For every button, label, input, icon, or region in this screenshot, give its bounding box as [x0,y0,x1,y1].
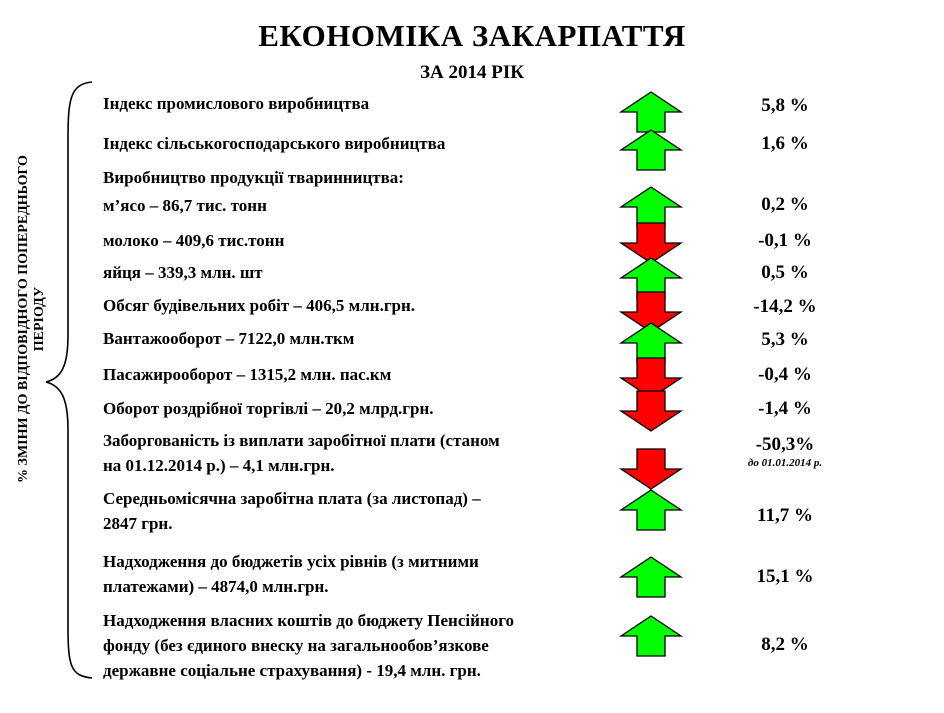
indicator-label [103,131,445,156]
indicator-value: 0,5 % [761,262,809,283]
indicator-label [103,293,415,318]
indicator-label [103,193,267,218]
indicator-label-line: м’ясо – 86,7 тис. тонн [103,196,267,215]
indicator-label-line: Індекс сільськогосподарського виробництва [103,134,446,153]
indicator-value: 0,2 % [761,194,809,215]
indicator-label-line: Виробництво продукції тваринництва: [103,168,404,187]
indicator-value: 1,6 % [761,133,809,154]
indicator-value: -14,2 % [753,296,817,317]
indicator-label-line: Індекс промислового виробництва [103,94,370,113]
indicator-label [103,549,479,599]
indicator-label-line: Надходження до бюджетів усіх рівнів (з митними [103,552,479,571]
indicator-label [103,260,263,285]
indicator-label [103,326,354,351]
indicator-label [103,396,434,421]
indicator-label-line: Оборот роздрібної торгівлі – 20,2 млрд.грн. [103,399,434,418]
indicator-value: -0,1 % [758,230,812,251]
indicator-label-line: Обсяг будівельних робіт – 406,5 млн.грн. [103,296,416,315]
indicator-note: до 01.01.2014 р. [747,457,823,469]
indicator-label-line: яйця – 339,3 млн. шт [103,263,263,282]
indicator-label-line: 2847 грн. [103,514,173,533]
arrow-up-icon [619,614,683,663]
curly-brace-icon [40,80,100,680]
indicator-value: -0,4 % [758,364,812,385]
indicator-label [103,608,514,683]
arrow-up-icon [619,488,683,537]
indicator-value: -1,4 % [758,398,812,419]
indicator-label [103,228,284,253]
indicator-label [103,362,391,387]
indicator-label-line: Середньомісячна заробітна плата (за листопад) – [103,489,481,508]
arrow-up-icon [619,555,683,604]
page-subtitle: ЗА 2014 РІК [419,62,525,83]
indicator-label-line: на 01.12.2014 р.) – 4,1 млн.грн. [103,456,335,475]
indicator-value: -50,3% [755,434,815,455]
indicator-label-line: Надходження власних коштів до бюджету Пенсійного [103,611,514,630]
side-axis-label-line1: % ЗМІНИ ДО ВІДПОВІДНОГО ПОПЕРЕДНЬОГО [16,155,31,483]
indicator-value: 5,3 % [761,329,809,350]
indicator-label [103,486,481,536]
indicator-label-line: фонду (без єдиного внеску на загальнообов’язкове [103,636,489,655]
indicator-label-line: платежами) – 4874,0 млн.грн. [103,577,329,596]
indicator-label [103,428,500,478]
arrow-up-icon [619,128,683,177]
indicator-value: 5,8 % [761,95,809,116]
indicator-value: 15,1 % [756,566,814,587]
indicator-label-line: Вантажооборот – 7122,0 млн.ткм [103,329,355,348]
indicator-label-line: державне соціальне страхування) - 19,4 млн. грн. [103,661,481,680]
indicator-label-line: Заборгованість із виплати заробітної плати (станом [103,431,500,450]
page-title: ЕКОНОМІКА ЗАКАРПАТТЯ [258,18,686,53]
indicator-label [103,91,369,116]
arrow-down-icon [619,389,683,438]
indicator-label-line: Пасажирооборот – 1315,2 млн. пас.км [103,365,392,384]
indicator-label-line: молоко – 409,6 тис.тонн [103,231,285,250]
side-axis-label-line2: ПЕРІОДУ [32,286,47,352]
indicator-label [103,165,404,190]
indicator-value: 11,7 % [757,505,813,526]
indicator-value: 8,2 % [761,634,809,655]
